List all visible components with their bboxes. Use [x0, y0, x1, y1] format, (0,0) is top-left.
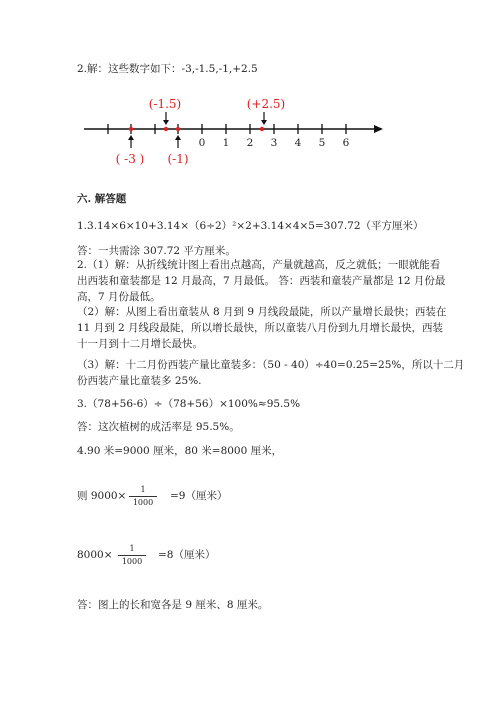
point-minus-1.5: [164, 127, 168, 131]
q2-part2-line3: 十一月到十二月增长最快。: [77, 338, 203, 350]
q2-part2-line1: （2）解：从图上看出童装从 8 月到 9 月线段最陡，所以产量增长最快；西装在: [77, 306, 447, 318]
q2-part3-line2: 份西装产量比童装多 25%.: [77, 375, 202, 387]
tick-label-3: 3: [270, 137, 278, 149]
section-heading: 六. 解答题: [77, 193, 127, 205]
callout-minus-1.5: (-1.5): [148, 97, 182, 111]
q4-calc2-result: =8（厘米）: [158, 549, 216, 561]
number-line-figure: [0, 88, 500, 218]
point-minus-3: [129, 127, 133, 131]
tick-label-6: 6: [342, 137, 350, 149]
q2-part3-line1: （3）解：十二月份西装产量比童装多：（50 - 40）÷40=0.25=25%，所以十二月: [77, 359, 465, 371]
fraction-numerator: 1: [129, 485, 157, 497]
fraction-denominator: 1000: [121, 557, 143, 566]
point-plus-2.5: [260, 127, 264, 131]
tick-label-1: 1: [222, 137, 230, 149]
callout-minus-3: ( -3 ): [115, 152, 145, 166]
q1-answer: 答：一共需涂 307.72 平方厘米。: [77, 245, 236, 257]
arrow-down-head-icon: [163, 120, 169, 125]
tick-label-0: 0: [198, 137, 206, 149]
tick-label-2: 2: [246, 137, 254, 149]
fraction-numerator: 1: [118, 544, 146, 556]
q2-part1-line3: 高，7 月份最低。: [77, 291, 161, 303]
q3-answer: 答：这次植树的成活率是 95.5%。: [77, 421, 240, 433]
q4-line1: 4.90 米=9000 厘米，80 米=8000 厘米，: [77, 445, 283, 457]
q4-calc1-prefix: 则 9000×: [77, 490, 127, 502]
arrow-down-head-icon: [261, 120, 267, 125]
arrow-up-head-icon: [175, 135, 181, 140]
q4-answer: 答：图上的长和宽各是 9 厘米、8 厘米。: [77, 599, 269, 611]
q4-calc2-prefix: 8000×: [77, 549, 113, 561]
q2-answer-line: 2.解：这些数字如下：-3,-1.5,-1,+2.5: [77, 63, 258, 75]
q2-part2-line2: 11 月到 2 月线段最陡，所以增长最快，所以童装八月份到九月增长最快，西装: [77, 322, 444, 334]
fraction-one-thousandth: [118, 544, 146, 567]
callout-minus-1: (-1): [167, 152, 189, 166]
q2-part1-line1: 2.（1）解：从折线统计图上看出点越高，产量就越高，反之就低；一眼就能看: [77, 259, 441, 271]
q1-formula: 1.3.14×6×10+3.14×（6÷2）²×2+3.14×4×5=307.72（平方厘米）: [77, 220, 424, 232]
point-minus-1: [176, 127, 180, 131]
tick-label-4: 4: [294, 137, 302, 149]
arrowhead-icon: [374, 125, 383, 133]
arrow-up-head-icon: [128, 135, 134, 140]
q4-calc1-result: =9（厘米）: [170, 490, 228, 502]
fraction-one-thousandth: [129, 485, 157, 508]
q2-part1-line2: 出西装和童装都是 12 月最高，7 月最低。 答：西装和童装产量都是 12 月份最: [77, 275, 446, 287]
tick-label-5: 5: [318, 137, 326, 149]
callout-plus-2.5: (+2.5): [246, 97, 286, 111]
q3-formula: 3.（78+56-6）÷（78+56）×100%≈95.5%: [77, 398, 301, 410]
fraction-denominator: 1000: [132, 498, 154, 507]
